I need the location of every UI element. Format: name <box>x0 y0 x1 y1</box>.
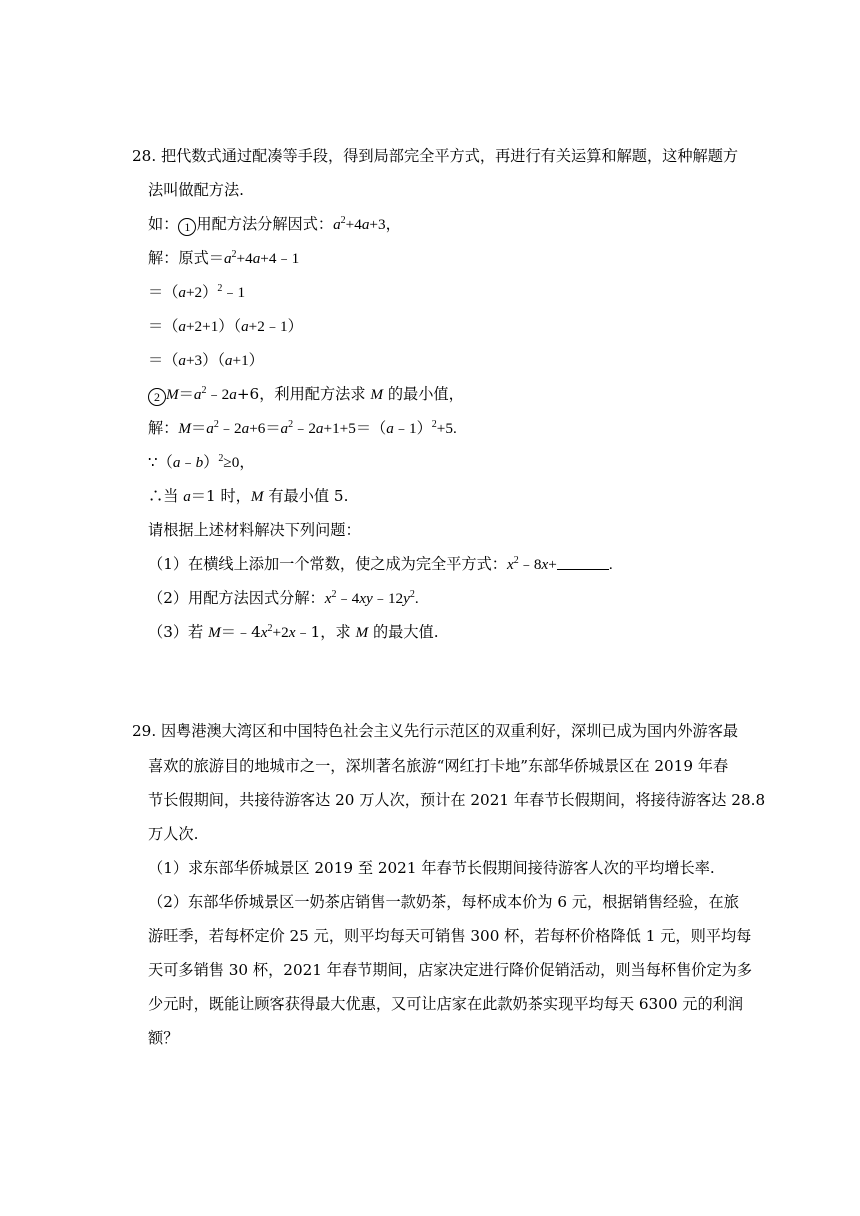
q28-part-2: （2）用配方法因式分解：$x^2﹣4xy﹣12y^2$. <box>148 589 419 607</box>
q28-because-line: ∵（a﹣b）$^2$≥0， <box>148 453 255 471</box>
q28-solution-1-line-3: ＝（a+2+1）（a+2﹣1） <box>148 317 303 335</box>
q29-part-2-line-3: 天可多销售 30 杯，2021 年春节期间，店家决定进行降价促销活动，则当每杯售价定为多 <box>148 961 753 979</box>
q29-number: 29. <box>132 722 157 740</box>
q28-stem-line-1: 28. 把代数式通过配凑等手段，得到局部完全平方式，再进行有关运算和解题，这种解题方 <box>132 147 739 165</box>
circled-number-1: 1 <box>178 218 196 236</box>
q28-solution-1-line-2: $=(a+2)^2﹣1$ <box>148 283 246 301</box>
q28-example-2: 2 $M=a^2﹣2a+6$，利用配方法求 M 的最小值， <box>148 384 464 406</box>
q28-part-1: （1）在横线上添加一个常数，使之成为完全平方式：$x^2﹣8x+$ . <box>148 555 613 573</box>
q29-stem-line-4: 万人次. <box>148 825 199 843</box>
q29-part-2-line-5: 额？ <box>148 1029 179 1047</box>
circled-number-2: 2 <box>148 388 166 406</box>
q29-part-2-line-2: 游旺季，若每杯定价 25 元，则平均每天可销售 300 杯，若每杯价格降低 1 元，则平均每 <box>148 927 752 945</box>
q28-therefore-line: ∴当 a＝1 时，M 有最小值 5. <box>148 487 349 505</box>
q29-stem-line-3: 节长假期间，共接待游客达 20 万人次，预计在 2021 年春节长假期间，将接待游客达 28.8 <box>148 791 766 809</box>
q28-stem-line-2: 法叫做配方法. <box>148 181 244 199</box>
q29-part-2-line-1: （2）东部华侨城景区一奶茶店销售一款奶茶，每杯成本价为 6 元，根据销售经验，在旅 <box>148 893 739 911</box>
q28-example-1: 如： 1 用配方法分解因式：$a^2+4a+3$， <box>148 215 401 234</box>
q29-part-2-line-4: 少元时，既能让顾客获得最大优惠，又可让店家在此款奶茶实现平均每天 6300 元的利润 <box>148 995 744 1013</box>
q28-part-3: （3）若 $M=﹣4x^2+2x﹣1$，求 M 的最大值. <box>148 623 439 641</box>
q29-part-1: （1）求东部华侨城景区 2019 至 2021 年春节长假期间接待游客人次的平均增长率. <box>148 859 715 877</box>
q28-number: 28. <box>132 147 157 165</box>
q29-stem-line-1: 29. 因粤港澳大湾区和中国特色社会主义先行示范区的双重利好，深圳已成为国内外游客最 <box>132 722 739 740</box>
q28-solution-1-line-4: ＝（a+3）（a+1） <box>148 351 264 369</box>
q29-stem-line-2: 喜欢的旅游目的地城市之一，深圳著名旅游“网红打卡地”东部华侨城景区在 2019 年春 <box>148 757 729 775</box>
q28-solution-2: 解：$M=a^2﹣2a+6=a^2﹣2a+1+5=(a﹣1)^2+5$. <box>148 419 457 437</box>
q28-solution-1-line-1: 解：原式$=a^2+4a+4﹣1$ <box>148 249 300 267</box>
answer-blank[interactable] <box>557 555 609 570</box>
q28-instruction: 请根据上述材料解决下列问题： <box>148 521 361 539</box>
